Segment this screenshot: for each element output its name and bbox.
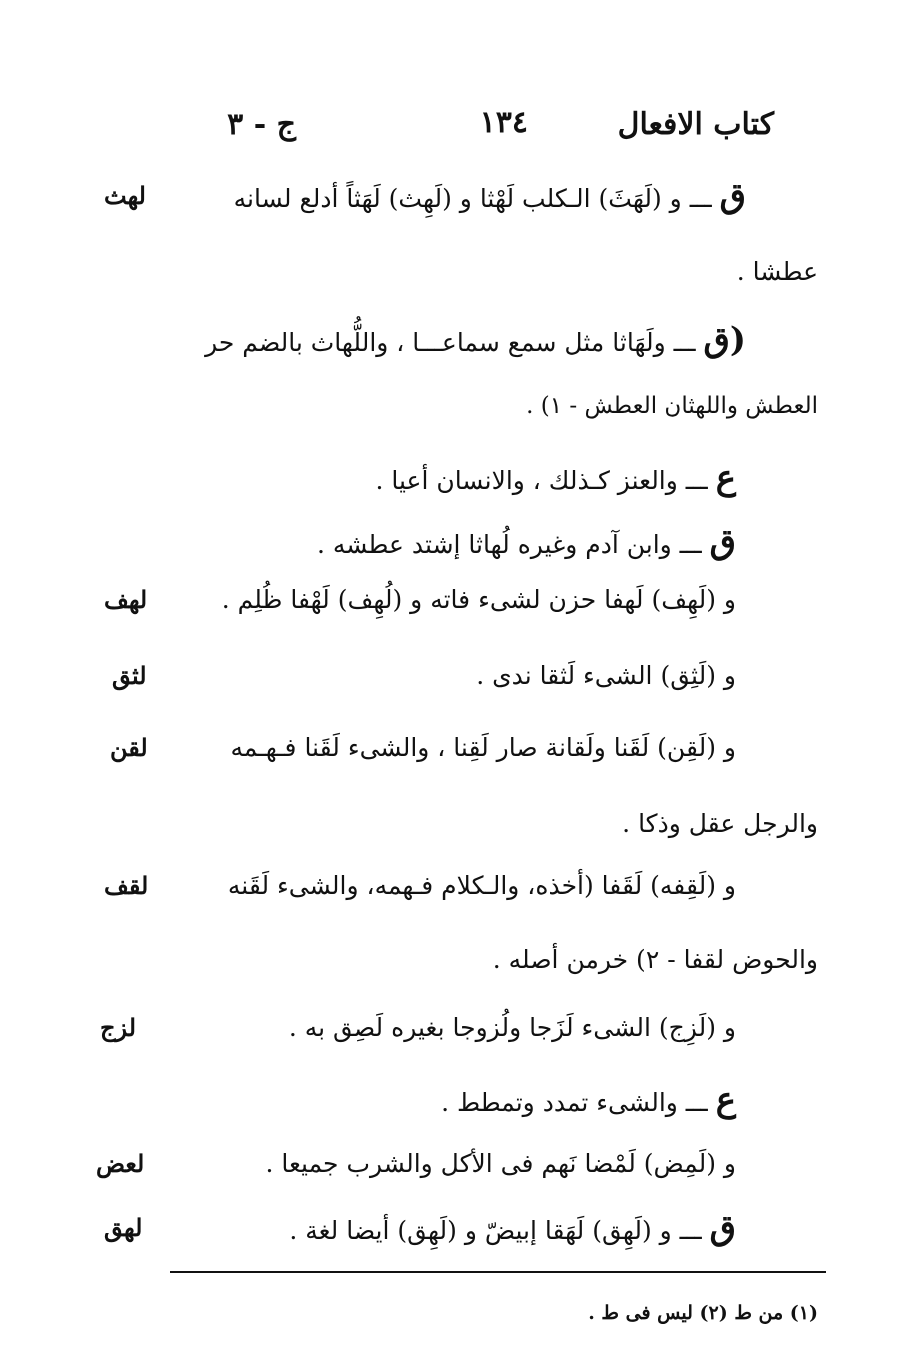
text-line xyxy=(493,940,818,980)
text-line xyxy=(205,320,746,363)
line-text: العطش واللهثان العطش - ١) . xyxy=(526,393,818,419)
line-text: و (لَقِن) لَقَنا ولَقانة صار لَقِنا ، والشىء لَقَنا فـهـمه xyxy=(230,733,736,762)
text-line xyxy=(526,386,818,426)
text-line xyxy=(622,804,818,844)
line-text: ـــ والعنز كـذلك ، والانسان أعيا . xyxy=(375,466,716,495)
source-siglum: (ق xyxy=(703,320,746,360)
margin-headword: لثق xyxy=(112,661,147,690)
margin-headword: لقن xyxy=(110,733,148,762)
line-text: و (لَقِفه) لَقَفا (أخذه، والـكلام فـهمه، والشىء لَقَنه xyxy=(227,871,736,900)
line-text: و (لَزِج) الشىء لَزَجا ولُزوجا بغيره لَصِق به . xyxy=(288,1013,736,1042)
text-line xyxy=(222,580,736,620)
page-number: ١٣٤ xyxy=(479,105,528,140)
line-text: ـــ ولَهَاثا مثل سمع سماعـــا ، واللُّهاث بالضم حر xyxy=(205,328,704,357)
source-siglum: ق xyxy=(709,1208,736,1248)
line-text: عطشا . xyxy=(736,257,818,286)
line-text: و (لَهِف) لَهفا حزن لشىء فاته و (لُهِف) لَهْفا ظُلِم . xyxy=(221,585,736,614)
line-text: ـــ و (لَهَثَ) الـكلب لَهْثا و (لَهِث) لَهَثاً أدلع لسانه xyxy=(233,184,720,213)
line-text: ـــ والشىء تمدد وتمطط . xyxy=(441,1088,716,1117)
text-line xyxy=(737,252,818,292)
margin-headword: لهق xyxy=(104,1213,143,1242)
line-text: و (لَثِق) الشىء لَثقا ندى . xyxy=(476,661,736,690)
line-text: والحوض لقفا - ٢) خرمن أصله . xyxy=(492,945,818,974)
text-line xyxy=(476,656,736,696)
source-siglum: ع xyxy=(715,458,736,498)
margin-headword: لعض xyxy=(96,1149,145,1178)
line-text: ـــ و (لَهِق) لَهَقا إبيضّ و (لَهِق) أيضا لغة . xyxy=(289,1216,710,1245)
text-line xyxy=(265,1144,736,1184)
source-siglum: ق xyxy=(719,176,746,216)
text-line xyxy=(317,522,736,565)
text-line xyxy=(441,1080,736,1123)
text-line xyxy=(234,176,746,219)
line-text: و (لَمِض) لَمْضا نَهم فى الأكل والشرب جميعا . xyxy=(265,1149,736,1178)
line-text: ـــ وابن آدم وغيره لُهاثا إشتد عطشه . xyxy=(316,530,710,559)
text-line xyxy=(375,458,736,501)
text-line xyxy=(289,1008,736,1048)
source-siglum: ق xyxy=(709,522,736,562)
footnote: (١) من ط (٢) ليس فى ط . xyxy=(588,1302,818,1324)
source-siglum: ع xyxy=(715,1080,736,1120)
margin-headword: لهث xyxy=(104,181,146,210)
margin-headword: لزج xyxy=(100,1013,137,1042)
margin-headword: لقف xyxy=(104,871,149,900)
text-line xyxy=(289,1208,736,1251)
text-line xyxy=(228,866,736,906)
running-title: كتاب الافعال xyxy=(617,107,774,142)
margin-headword: لهف xyxy=(104,585,148,614)
footnote-rule xyxy=(170,1271,826,1273)
text-line xyxy=(231,728,736,768)
line-text: والرجل عقل وذكا . xyxy=(622,809,818,838)
volume-label: ج - ٣ xyxy=(227,107,296,142)
